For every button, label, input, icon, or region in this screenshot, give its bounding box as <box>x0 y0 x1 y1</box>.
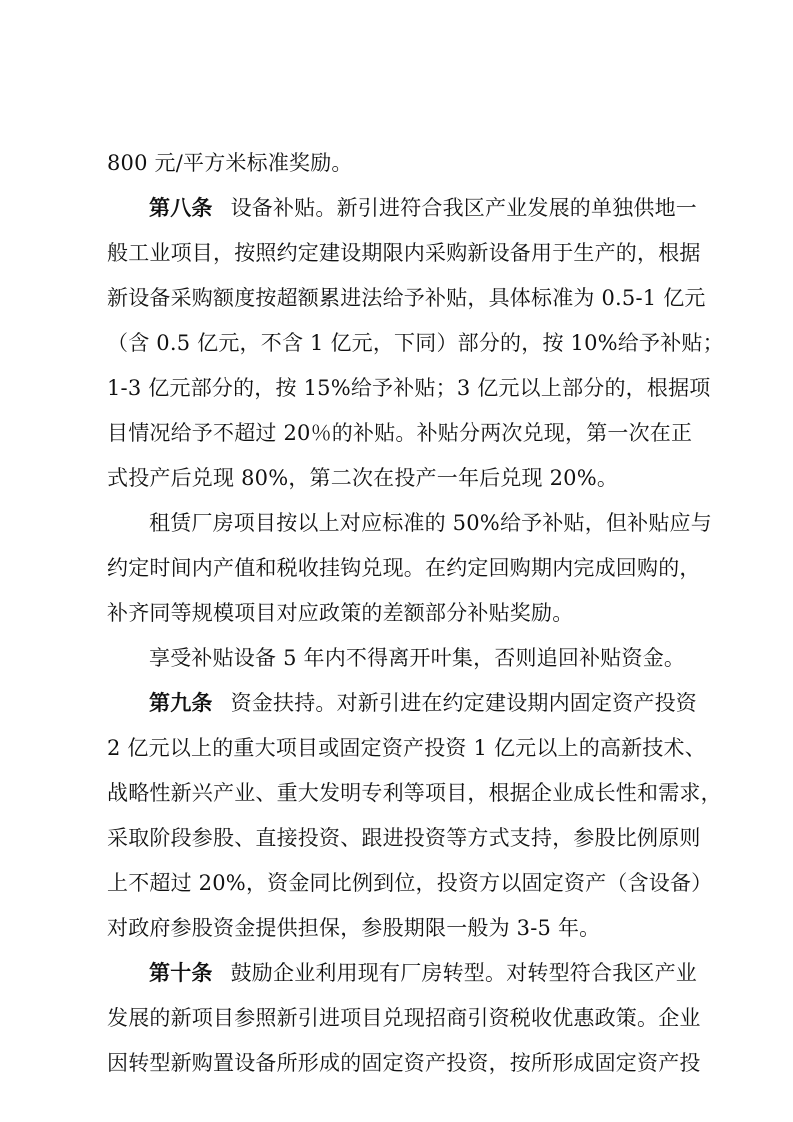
article-9-first-line <box>149 685 698 721</box>
text-line: 2 亿元以上的重大项目或固定资产投资 1 亿元以上的高新技术、 <box>107 736 706 760</box>
article-heading: 第九条 <box>149 690 213 715</box>
text-line: 800 元/平方米标准奖励。 <box>107 151 353 175</box>
text-line: （含 0.5 亿元，不含 1 亿元，下同）部分的，按 10%给予补贴； <box>107 331 724 355</box>
text-line: 般工业项目，按照约定建设期限内采购新设备用于生产的，根据 <box>107 241 701 265</box>
text-line: 补齐同等规模项目对应政策的差额部分补贴奖励。 <box>107 601 574 625</box>
text-line: 约定时间内产值和税收挂钩兑现。在约定回购期内完成回购的， <box>107 556 701 580</box>
article-heading: 第八条 <box>149 195 213 220</box>
text-line: 1-3 亿元部分的，按 15%给予补贴；3 亿元以上部分的，根据项 <box>107 376 711 400</box>
text-line: 因转型新购置设备所形成的固定资产投资，按所形成固定资产投 <box>107 1051 701 1075</box>
text-line: 享受补贴设备 5 年内不得离开叶集，否则追回补贴资金。 <box>149 646 686 670</box>
article-heading: 第十条 <box>149 960 213 985</box>
text-line: 对政府参股资金提供担保，参股期限一般为 3-5 年。 <box>107 916 601 940</box>
text-line: 式投产后兑现 80%，第二次在投产一年后兑现 20%。 <box>107 466 619 490</box>
text-line: 发展的新项目参照新引进项目兑现招商引资税收优惠政策。企业 <box>107 1006 701 1030</box>
text-line: 目情况给予不超过 20％的补贴。补贴分两次兑现，第一次在正 <box>107 421 693 445</box>
text-line: 鼓励企业利用现有厂房转型。对转型符合我区产业 <box>230 961 698 985</box>
article-8-first-line <box>149 190 698 226</box>
text-line: 资金扶持。对新引进在约定建设期内固定资产投资 <box>230 691 698 715</box>
text-line: 战略性新兴产业、重大发明专利等项目，根据企业成长性和需求， <box>107 781 722 805</box>
text-line: 设备补贴。新引进符合我区产业发展的单独供地一 <box>230 196 698 220</box>
text-line: 采取阶段参股、直接投资、跟进投资等方式支持，参股比例原则 <box>107 826 701 850</box>
article-10-first-line <box>149 955 698 991</box>
text-line: 上不超过 20%，资金同比例到位，投资方以固定资产（含设备） <box>107 871 713 895</box>
text-line: 租赁厂房项目按以上对应标准的 50%给予补贴，但补贴应与 <box>149 511 712 535</box>
text-line: 新设备采购额度按超额累进法给予补贴，具体标准为 0.5-1 亿元 <box>107 286 706 310</box>
